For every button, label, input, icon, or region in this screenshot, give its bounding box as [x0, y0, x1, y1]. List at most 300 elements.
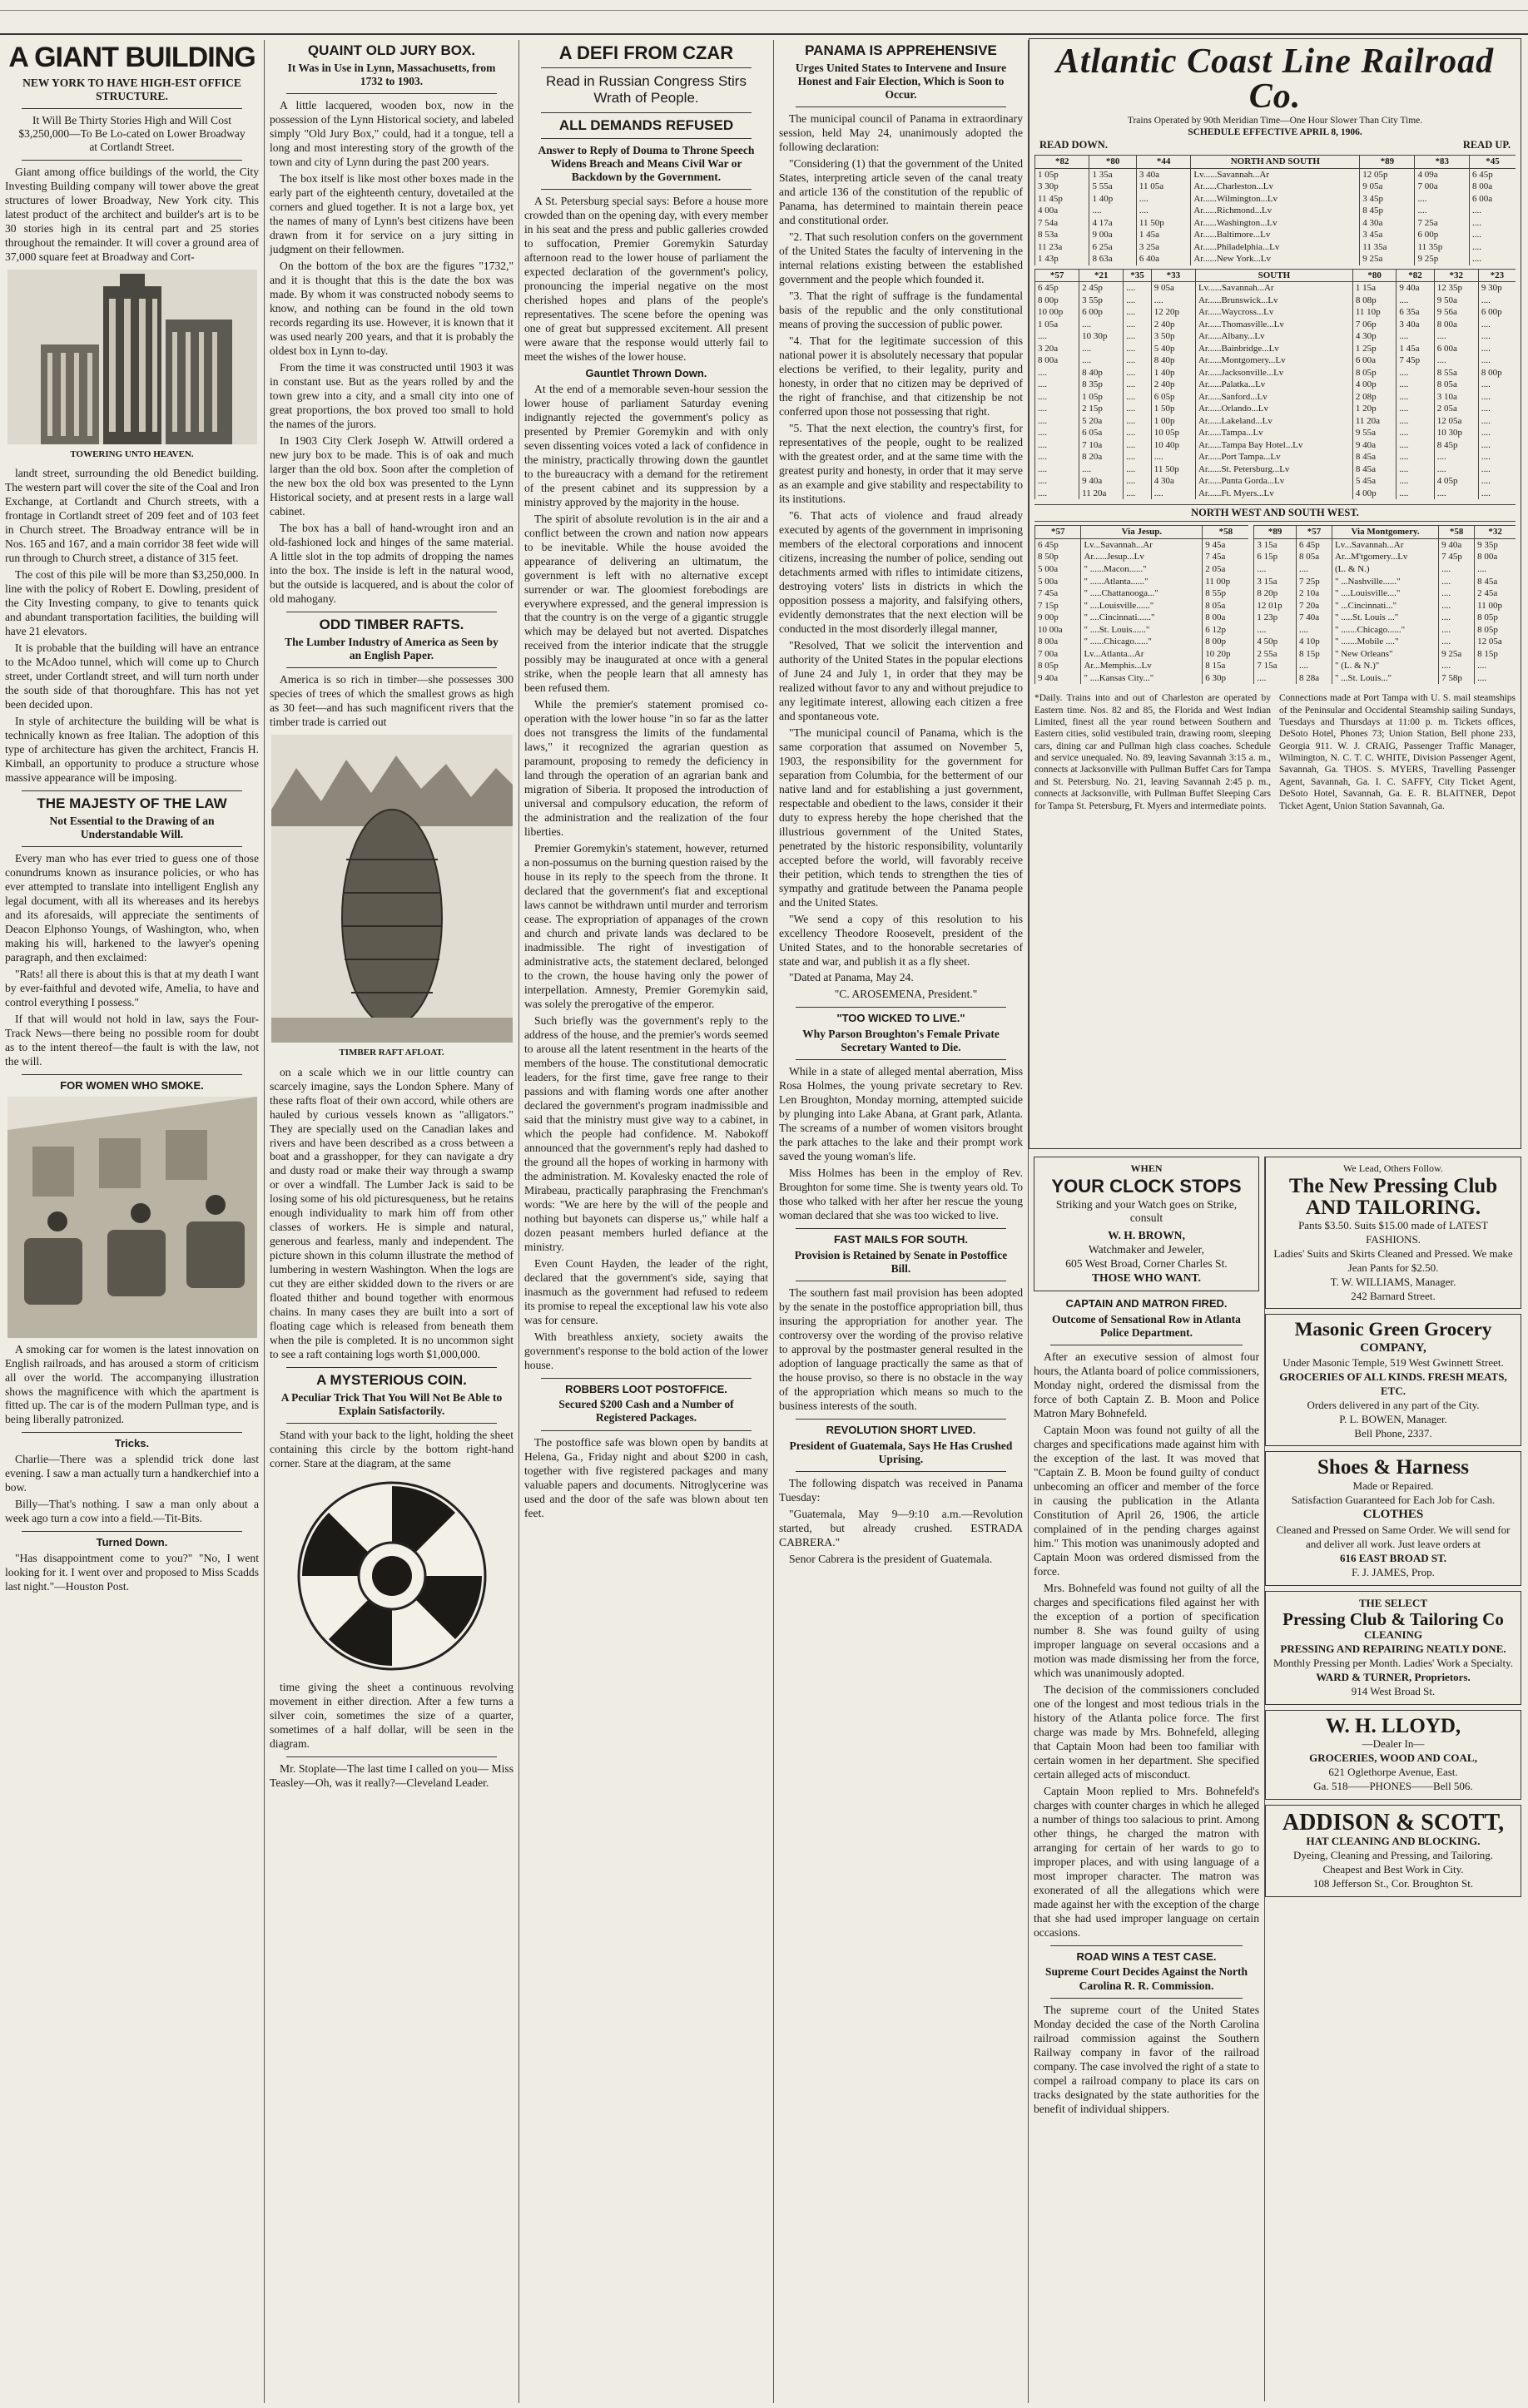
- timetable-cell: 9 40a: [1352, 439, 1397, 452]
- rule: [796, 1419, 1006, 1420]
- timetable-cell: Ar......St. Petersburg...Lv: [1195, 463, 1352, 476]
- timetable-cell: Ar......Tampa Bay Hotel...Lv: [1195, 439, 1352, 452]
- timetable-cell: 9 40a: [1035, 672, 1081, 685]
- timetable-cell: 2 45a: [1475, 587, 1516, 600]
- timetable-cell: ....: [1478, 295, 1516, 307]
- ad-shoes-harness: [1265, 1451, 1521, 1585]
- timetable-row: [1035, 379, 1516, 391]
- timetable-cell: Lv......Savannah...Ar: [1191, 168, 1360, 181]
- paragraph: From the time it was constructed until 1903 it was in constant use. But as the years rolled by and the town grew into a city, and a small city into one of great proportions, the box proved too small to hold the names of the jurors.: [270, 360, 513, 430]
- timetable-cell: " New Orleans": [1332, 648, 1439, 661]
- paragraph: "6. That acts of violence and fraud already executed by agents of the government in imprisoning members of the electoral corporations and innocent citizens, increasing the number of police, sending out detachments armed with rifles to intimidate citizens, destroying voters' lists in districts in which the opposition possess a majority, and falsifying others, evidently demonstrates that the next election will be conducted in the most disorderly illegal manner,: [779, 508, 1023, 635]
- timetable-cell: Ar......Wilmington...Lv: [1191, 193, 1360, 206]
- timetable-cell: 8 50p: [1035, 551, 1081, 563]
- timetable-row: [1035, 427, 1516, 439]
- read-down-label: READ DOWN.: [1039, 139, 1108, 151]
- timetable-row: [1035, 451, 1516, 463]
- timetable-cell: 7 10a: [1079, 439, 1124, 452]
- clock-ad-when: WHEN: [1130, 1162, 1163, 1174]
- deck-fast-mails: Provision is Retained by Senate in Postoffice Bill.: [794, 1248, 1008, 1276]
- timetable-cell: 7 58p: [1439, 672, 1475, 685]
- timetable-cell: ....: [1397, 415, 1434, 428]
- timetable-cell: 8 00a: [1475, 551, 1516, 563]
- timetable-cell: 3 30p: [1035, 181, 1089, 193]
- timetable-cell: 8 53a: [1035, 229, 1089, 241]
- timetable-cell: 5 20a: [1079, 415, 1124, 428]
- timetable-cell: 2 10a: [1296, 587, 1332, 600]
- timetable-row: [1254, 672, 1516, 685]
- timetable-cell: 10 20p: [1203, 648, 1249, 661]
- timetable-cell: " ......Atlanta......": [1081, 576, 1203, 588]
- timetable-cell: ....: [1439, 587, 1475, 600]
- paragraph: At the end of a memorable seven-hour session the lower house of parliament Saturday evening indignantly rejected the government's policy as presented by Premier Goremykin and with only seven dissenting voices voted a lack of confidence in the ministry, practically throwing down the gauntlet to the bureaucracy with a demand for the retirement of the present cabinet and its suppression by a ministry approved by the majority in the house.: [524, 382, 768, 508]
- paragraph: Mr. Stoplate—The last time I called on you— Miss Teasley—Oh, was it really?—Cleveland Leader.: [270, 1762, 513, 1790]
- timetable-cell: 1 50p: [1151, 403, 1195, 415]
- timetable-cell: 8 28a: [1296, 672, 1332, 685]
- timetable-cell: ....: [1439, 624, 1475, 637]
- ad-text: Dyeing, Cleaning and Pressing, and Tailoring.: [1292, 1849, 1494, 1861]
- deck-timber: The Lumber Industry of America as Seen by an English Paper.: [285, 635, 499, 661]
- timetable-cell: ....: [1151, 295, 1195, 307]
- timetable-cell: 9 00a: [1089, 229, 1136, 241]
- timetable-row: [1035, 488, 1516, 500]
- timetable-row: [1035, 551, 1249, 563]
- paragraph: The cost of this pile will be more than $3,250,000. In line with the policy of Robert E. Dowling, president of the City Investing company, to give to tenants quick and abundant transportation facilities, the building will have 21 elevators.: [5, 568, 259, 638]
- paragraph: America is so rich in timber—she possesses 300 species of trees of which the smallest grows as high as 30 feet—and has such magnificent rivers that the timber trade is carried out: [270, 672, 513, 728]
- timetable-cell: 4 17a: [1089, 217, 1136, 230]
- rule: [541, 67, 752, 68]
- timetable-cell: 1 05p: [1079, 391, 1124, 404]
- timetable-cell: 8 05p: [1475, 612, 1516, 624]
- railroad-title: Atlantic Coast Line Railroad Co.: [1055, 42, 1495, 116]
- read-direction-row: [1039, 139, 1511, 151]
- timetable-cell: ....: [1469, 241, 1516, 254]
- timetable-cell: ....: [1397, 295, 1434, 307]
- timetable-cell: " .....Chattanooga...": [1081, 587, 1203, 600]
- paragraph: "4. That for the legitimate succession of this national power it is absolutely necessary that popular elections be verified, to their legality, purity and honesty, in order that no citizen may be deprived of the right of franchise, and that citizenship be not conferred upon those not possessing that right.: [779, 334, 1023, 419]
- deck-czar-3: Answer to Reply of Douma to Throne Speech Widens Breach and Means Civil War or Backdown by the Government.: [538, 143, 755, 184]
- timetable-row: [1035, 229, 1516, 241]
- timetable-cell: 6 30p: [1203, 672, 1249, 685]
- timetable-cell: (L. & N.): [1332, 563, 1439, 576]
- timetable-row: [1035, 181, 1516, 193]
- timetable-cell: Ar......Orlando...Lv: [1195, 403, 1352, 415]
- timetable-cell: ....: [1035, 330, 1079, 343]
- deck-road-wins: Supreme Court Decides Against the North Carolina R. R. Commission.: [1044, 1965, 1248, 1992]
- ad-text: Ga. 518——PHONES——Bell 506.: [1313, 1779, 1473, 1792]
- subhead-gauntlet: Gauntlet Thrown Down.: [585, 367, 707, 380]
- headline-defi-from-czar: A DEFI FROM CZAR: [558, 42, 734, 63]
- ad-text: CLOTHES: [1362, 1508, 1424, 1522]
- caption-towering: TOWERING UNTO HEAVEN.: [70, 448, 194, 459]
- timetable-cell: 1 45a: [1397, 343, 1434, 355]
- rule: [286, 1367, 497, 1368]
- timetable-cell: 8 55p: [1203, 587, 1249, 600]
- via-montgomery-timetable: [1253, 525, 1516, 684]
- timetable-cell: 8 15p: [1475, 648, 1516, 661]
- headline-women-smoke: FOR WOMEN WHO SMOKE.: [60, 1078, 204, 1092]
- timetable-cell: 11 35a: [1360, 241, 1415, 254]
- deck-revolution: President of Guatemala, Says He Has Crushed Uprising.: [789, 1439, 1013, 1465]
- timetable-cell: 6 00a: [1469, 193, 1516, 206]
- timetable-cell: 1 40p: [1151, 367, 1195, 379]
- ad-text: Monthly Pressing per Month. Ladies' Work a Specialty.: [1273, 1657, 1513, 1670]
- headline-timber-rafts: ODD TIMBER RAFTS.: [319, 616, 464, 632]
- timetable-cell: ....: [1124, 391, 1152, 404]
- timetable-cell: ....: [1035, 475, 1079, 488]
- timetable-cell: 8 00a: [1035, 636, 1081, 648]
- timetable-cell: 8 45p: [1360, 205, 1415, 217]
- paragraph: "2. That such resolution confers on the government of the United States the faculty of intervening in the internal relations existing between the established government and the people which founded it.: [779, 230, 1023, 286]
- rule: [796, 1471, 1006, 1472]
- timetable-cell: 6 00p: [1079, 306, 1124, 319]
- timetable-cell: 3 15a: [1254, 576, 1297, 588]
- timetable-cell: 11 20a: [1352, 415, 1397, 428]
- timetable-cell: 7 54a: [1035, 217, 1089, 230]
- paragraph: If that will would not hold in law, says the Four-Track News—there being no possible room for doubt as to the intent thereof—the fault is with the law, not the will.: [5, 1012, 259, 1068]
- timetable-cell: 1 43p: [1035, 253, 1089, 265]
- timetable-cell: 7 45a: [1203, 551, 1249, 563]
- timetable-cell: ....: [1124, 379, 1152, 391]
- timetable-cell: 4 10p: [1296, 636, 1332, 648]
- timetable-cell: 6 00p: [1478, 306, 1516, 319]
- timetable-cell: 1 15a: [1352, 282, 1397, 295]
- timetable-cell: ....: [1124, 319, 1152, 331]
- timetable-cell: ....: [1478, 330, 1516, 343]
- headline-majesty-of-law: THE MAJESTY OF THE LAW: [37, 795, 227, 811]
- timetable-row: [1035, 660, 1249, 672]
- timetable-cell: ....: [1136, 193, 1190, 206]
- timetable-cell: " ....Louisville....": [1332, 587, 1439, 600]
- timetable-cell: ....: [1439, 612, 1475, 624]
- timetable-cell: ....: [1434, 330, 1478, 343]
- timetable-cell: 7 45a: [1035, 587, 1081, 600]
- timetable-cell: Ar......Richmond...Lv: [1191, 205, 1360, 217]
- timetable-cell: ....: [1124, 463, 1152, 476]
- timetable-cell: ....: [1439, 563, 1475, 576]
- headline-captain-matron: CAPTAIN AND MATRON FIRED.: [1065, 1297, 1228, 1311]
- timetable-cell: Ar...Memphis...Lv: [1081, 660, 1203, 672]
- timetable-cell: ....: [1478, 451, 1516, 463]
- clock-ad-address: 605 West Broad, Corner Charles St.: [1065, 1257, 1228, 1271]
- timetable-cell: 1 25p: [1352, 343, 1397, 355]
- paragraph: "We send a copy of this resolution to his excellency Theodore Roosevelt, president of the United States, and to the honorable secretaries of state and war, and publish it as a fly sheet.: [779, 912, 1023, 968]
- timetable-cell: 10 40p: [1151, 439, 1195, 452]
- timetable-header-cell: *35: [1124, 269, 1152, 282]
- rule: [541, 189, 752, 190]
- ad-text: Cleaned and Pressed on Same Order. We will send for and deliver all work. Just leave orders at: [1276, 1523, 1511, 1550]
- paragraph: Stand with your back to the light, holding the sheet containing this circle by the bottom right-hand corner. Stare at the diagram, at the same: [270, 1429, 513, 1470]
- timetable-cell: ....: [1478, 354, 1516, 367]
- timetable-cell: Ar......Punta Gorda...Lv: [1195, 475, 1352, 488]
- timetable-cell: 11 20a: [1079, 488, 1124, 500]
- ad-text: Under Masonic Temple, 519 West Gwinnett Street.: [1282, 1356, 1504, 1370]
- timetable-cell: ....: [1124, 451, 1152, 463]
- railroad-timetable-ad: [1029, 38, 1521, 1149]
- timetable-row: [1035, 463, 1516, 476]
- timetable-header-cell: *80: [1089, 156, 1136, 169]
- timetable-cell: 9 00p: [1035, 612, 1081, 624]
- timetable-row: [1254, 576, 1516, 588]
- timetable-cell: 5 45a: [1352, 475, 1397, 488]
- timetable-cell: 9 25p: [1415, 253, 1469, 265]
- timetable-cell: 8 40p: [1151, 354, 1195, 367]
- timetable-cell: 8 00a: [1203, 612, 1249, 624]
- paragraph: Captain Moon replied to Mrs. Bohnefeld's charges with counter charges in which he alleged a number of things too salacious to print. Among other things, he charged the matron with arranging for certain of her wards to go to improper places, and with using language of a most improper character. The matron was exonerated of all the allegations which were made against her with the exception of the charge that she had used improper language on certain occasions.: [1034, 1784, 1259, 1939]
- paragraph: "Guatemala, May 9—9:10 a.m.—Revolution started, but already crushed. ESTRADA CABRERA.": [779, 1508, 1023, 1549]
- timetable-cell: 6 05p: [1151, 391, 1195, 404]
- timetable-cell: ....: [1397, 367, 1434, 379]
- timetable-cell: 8 45a: [1352, 463, 1397, 476]
- timetable-cell: 8 00a: [1469, 181, 1516, 193]
- timetable-cell: 6 45p: [1035, 282, 1079, 295]
- timetable-cell: 8 35p: [1079, 379, 1124, 391]
- headline-robbers: ROBBERS LOOT POSTOFFICE.: [565, 1382, 727, 1395]
- ad-text: GROCERIES, WOOD AND COAL,: [1309, 1751, 1477, 1765]
- timetable-cell: 9 45a: [1203, 538, 1249, 551]
- timetable-cell: ....: [1124, 343, 1152, 355]
- timetable-cell: 12 20p: [1151, 306, 1195, 319]
- timetable-cell: 3 40a: [1136, 168, 1190, 181]
- timetable-cell: ....: [1151, 488, 1195, 500]
- ad-text: We Lead, Others Follow.: [1343, 1162, 1443, 1174]
- timetable-cell: ....: [1089, 205, 1136, 217]
- paragraph: The following dispatch was received in Panama Tuesday:: [779, 1477, 1023, 1504]
- headline-revolution: REVOLUTION SHORT LIVED.: [826, 1424, 976, 1437]
- ad-text: Pants $3.50. Suits $15.00 made of LATEST FASHIONS.: [1298, 1219, 1488, 1246]
- rule: [286, 93, 497, 94]
- timetable-cell: ....: [1439, 636, 1475, 648]
- ad-title: Masonic Green Grocery: [1294, 1319, 1492, 1340]
- timetable-cell: Ar......Montgomery...Lv: [1195, 354, 1352, 367]
- timetable-header-cell: *57: [1035, 526, 1081, 539]
- ad-title: Shoes & Harness: [1317, 1456, 1469, 1479]
- paragraph: "Dated at Panama, May 24.: [789, 971, 914, 984]
- timetable-cell: 7 25p: [1296, 576, 1332, 588]
- timetable-cell: 4 00a: [1035, 205, 1089, 217]
- deck-too-wicked: Why Parson Broughton's Female Private Secretary Wanted to Die.: [802, 1028, 1000, 1054]
- timetable-cell: 9 05a: [1151, 282, 1195, 295]
- paragraph: Captain Moon was found not guilty of all the charges and specifications made against him with the exception of the last. It was moved that "Captain Z. B. Moon be found guilty of conduct unbecoming an officer and member of the force in causing the publication in the Atlanta Constitution of April 26, 1906, the article complained of in the pending charges against him." This motion was unanimously adopted and Captain Moon was ordered dismissed from the force.: [1034, 1424, 1259, 1578]
- paragraph: "Rats! all there is about this is that at my death I want by ever-faithful and devoted wife, Amelia, to have and control everything I possess.": [5, 968, 259, 1008]
- timetable-header-cell: *83: [1415, 156, 1469, 169]
- timetable-header-cell: *44: [1136, 156, 1190, 169]
- timetable-cell: ....: [1478, 319, 1516, 331]
- timetable-cell: 12 01p: [1254, 600, 1297, 612]
- timetable-cell: 9 56a: [1434, 306, 1478, 319]
- timetable-cell: 9 25a: [1360, 253, 1415, 265]
- paragraph: The decision of the commissioners concluded one of the longest and most tedious trials in the history of the Atlanta police force. The first charge was made by Mrs. Bohnefeld, alleging that Captain Moon had been too familiar with certain women in her department. She specified certain alleged acts of misconduct.: [1034, 1683, 1259, 1781]
- paragraph: Every man who has ever tried to guess one of those conundrums known as insurance policies, or who has ever attempted to translate into intelligent English any legal document, with all its whereases and its herebys and its aforesaids, will appreciate the sentiments of Deacon Elphonso Youngs, of Washington, who, when making his will, harkened to the lawyer's opening paragraph, and then exclaimed:: [5, 852, 259, 964]
- rule: [22, 1432, 242, 1433]
- timetable-cell: 6 45p: [1035, 538, 1081, 551]
- timetable-cell: 2 08p: [1352, 391, 1397, 404]
- timetable-cell: 8 45a: [1475, 576, 1516, 588]
- timetable-cell: 1 40p: [1089, 193, 1136, 206]
- timetable-cell: ....: [1296, 624, 1332, 637]
- timetable-cell: 7 40a: [1296, 612, 1332, 624]
- timetable-header-cell: *32: [1434, 269, 1478, 282]
- timetable-cell: 9 05a: [1360, 181, 1415, 193]
- timetable-cell: ....: [1035, 379, 1079, 391]
- paragraph: "3. That the right of suffrage is the fundamental basis of the republic and the only constitutional means of proving the succession of public power.: [779, 290, 1023, 331]
- timetable-cell: ....: [1035, 439, 1079, 452]
- timetable-row: [1035, 648, 1249, 661]
- timetable-cell: ....: [1035, 403, 1079, 415]
- timetable-header-cell: *23: [1478, 269, 1516, 282]
- ad-title: The New Pressing Club AND TAILORING.: [1288, 1174, 1498, 1219]
- fold-line: [0, 10, 1528, 11]
- south-timetable: [1034, 269, 1516, 500]
- timetable-cell: " ...Cincinnati...": [1332, 600, 1439, 612]
- timetable-cell: 8 15p: [1296, 648, 1332, 661]
- timetable-header-cell: *82: [1035, 156, 1089, 169]
- timetable-cell: 12 35p: [1434, 282, 1478, 295]
- timetable-cell: ....: [1035, 463, 1079, 476]
- timetable-cell: 1 23p: [1254, 612, 1297, 624]
- timetable-cell: 9 25a: [1439, 648, 1475, 661]
- timetable-cell: ....: [1124, 427, 1152, 439]
- timetable-cell: 7 20a: [1296, 600, 1332, 612]
- timetable-header-cell: NORTH AND SOUTH: [1191, 156, 1360, 169]
- column-1: [0, 40, 265, 2403]
- timetable-cell: 2 05a: [1203, 563, 1249, 576]
- timetable-cell: ....: [1124, 354, 1152, 367]
- timetable-cell: ....: [1415, 205, 1469, 217]
- timetable-cell: 7 45p: [1397, 354, 1434, 367]
- paragraph: The supreme court of the United States Monday decided the case of the North Carolina railroad commission against the Southern Railway company in favor of the railroad company. The case involved the right of a state to compel a railroad company to place its cars on tracks designated by the state authorities for the benefit of individual shippers.: [1034, 2003, 1259, 2115]
- timetable-header-cell: *58: [1439, 526, 1475, 539]
- timetable-cell: 6 00p: [1415, 229, 1469, 241]
- timetable-cell: 8 20a: [1079, 451, 1124, 463]
- railroad-note-right: Connections made at Port Tampa with U. S. mail steamships of the Peninsular and Occidental Steamship sailing Sundays, Tuesdays and Thursdays at 11:00 p. m. Tickets offices, DeSoto Hotel, Phones 73; Union Station, Bell phone 233, Georgia 911. W. J. CRAIG, Passenger Traffic Manager, Wilmington, N. C. T. C. WHITE, Division Passenger Agent, Savannah, Ga. THOS. S. MYERS, Travelling Passenger Agent, Savannah, Ga. I. C. SAFFY, City Ticket Agent, DeSoto Hotel, Savannah, Ga. E. R. BLAITNER, Depot Ticket Agent, Union Station Savannah, Ga.: [1279, 693, 1516, 811]
- ad-text: Made or Repaired.: [1352, 1479, 1434, 1492]
- timetable-cell: 6 45p: [1296, 538, 1332, 551]
- timetable-cell: Lv...Atlanta...Ar: [1081, 648, 1203, 661]
- timetable-cell: 8 63a: [1089, 253, 1136, 265]
- timetable-cell: ....: [1439, 576, 1475, 588]
- timetable-cell: ....: [1397, 427, 1434, 439]
- signature: "C. AROSEMENA, President.": [834, 988, 978, 1001]
- paragraph: Charlie—There was a splendid trick done last evening. I saw a man actually turn a handkerchief into a bow.: [5, 1453, 259, 1494]
- timetable-cell: 1 20p: [1352, 403, 1397, 415]
- timetable-row: [1254, 587, 1516, 600]
- timetable-cell: 7 06p: [1352, 319, 1397, 331]
- timetable-cell: 8 55a: [1434, 367, 1478, 379]
- timetable-cell: 7 15a: [1254, 660, 1297, 672]
- timetable-cell: 5 00a: [1035, 563, 1081, 576]
- column-5: [1029, 1157, 1265, 2401]
- timetable-cell: ....: [1434, 463, 1478, 476]
- paragraph: Billy—That's nothing. I saw a man only about a week ago turn a cow into a field.—Tit-Bits.: [5, 1498, 259, 1525]
- timetable-cell: 4 00p: [1352, 488, 1397, 500]
- headline-tricks: Tricks.: [114, 1437, 150, 1450]
- timetable-cell: ....: [1035, 427, 1079, 439]
- paragraph: A St. Petersburg special says: Before a house more crowded than on the opening day, with every member in his seat and the press and public galleries crowded to suffocation, Premier Goremykin Saturday afternoon read to the lower house of parliament the expected declaration of the government's policy, pronouncing the imperial negative on the most cherished hopes and plans of the people's representatives. The scene before the opening was one of great but suppressed excitement. All present were aware that the response would utterly fail to meet the wishes of the lower house.: [524, 195, 768, 364]
- timetable-cell: 8 05a: [1296, 551, 1332, 563]
- timetable-cell: ....: [1296, 660, 1332, 672]
- timetable-cell: 8 05p: [1352, 367, 1397, 379]
- timetable-cell: " ...St. Louis...": [1332, 672, 1439, 685]
- ad-text: WARD & TURNER, Proprietors.: [1316, 1671, 1471, 1684]
- timetable-cell: 8 40p: [1079, 367, 1124, 379]
- timetable-cell: 3 50p: [1151, 330, 1195, 343]
- timetable-row: [1254, 612, 1516, 624]
- timetable-cell: 2 45p: [1079, 282, 1124, 295]
- timetable-cell: Lv...Savannah...Ar: [1332, 538, 1439, 551]
- ad-text: 242 Barnard Street.: [1351, 1289, 1436, 1302]
- rule: [541, 138, 752, 139]
- timetable-cell: 4 00p: [1352, 379, 1397, 391]
- timetable-cell: 11 05a: [1136, 181, 1190, 193]
- timetable-header-cell: *21: [1079, 269, 1124, 282]
- ad-text: COMPANY,: [1360, 1340, 1426, 1355]
- coin-diagram: [292, 1476, 492, 1676]
- rule: [1050, 1945, 1243, 1946]
- timetable-header-cell: *45: [1469, 156, 1516, 169]
- timetable-cell: ....: [1035, 415, 1079, 428]
- timetable-cell: 3 45p: [1360, 193, 1415, 206]
- timetable-header-cell: *57: [1035, 269, 1079, 282]
- timetable-cell: ....: [1478, 379, 1516, 391]
- ad-masonic-grocery: [1265, 1314, 1521, 1446]
- timetable-cell: ....: [1469, 205, 1516, 217]
- timetable-cell: 3 20a: [1035, 343, 1079, 355]
- timetable-row: [1035, 282, 1516, 295]
- timetable-row: [1254, 660, 1516, 672]
- timetable-row: [1035, 193, 1516, 206]
- paragraph: A little lacquered, wooden box, now in the possession of the Lynn Historical society, and labeled simply "Old Jury Box," could, had it a tongue, tell a long and most interesting story of the growth of the town and city of Lynn during the past 200 years.: [270, 99, 513, 169]
- timetable-row: [1035, 391, 1516, 404]
- deck-giant-building-1: NEW YORK TO HAVE HIGH-EST OFFICE STRUCTURE.: [22, 76, 241, 102]
- timetable-cell: 8 00a: [1035, 354, 1079, 367]
- skyscraper-illustration: [7, 270, 257, 444]
- timetable-cell: ....: [1124, 306, 1152, 319]
- timetable-cell: 6 15p: [1254, 551, 1297, 563]
- timetable-cell: ....: [1397, 439, 1434, 452]
- railroad-notes: [1034, 692, 1516, 812]
- timetable-row: [1035, 624, 1249, 637]
- timetable-cell: Lv......Savannah...Ar: [1195, 282, 1352, 295]
- timetable-cell: ....: [1124, 330, 1152, 343]
- deck-czar-2: ALL DEMANDS REFUSED: [558, 116, 734, 133]
- headline-jury-box: QUAINT OLD JURY BOX.: [307, 42, 476, 58]
- timetable-cell: 12 05a: [1434, 415, 1478, 428]
- timetable-cell: 1 45a: [1136, 229, 1190, 241]
- ad-text: HAT CLEANING AND BLOCKING.: [1306, 1835, 1481, 1848]
- ad-title: Pressing Club & Tailoring Co: [1282, 1609, 1504, 1630]
- timetable-cell: 5 40p: [1151, 343, 1195, 355]
- timetable-row: [1254, 624, 1516, 637]
- clock-ad-title: YOUR CLOCK STOPS: [1051, 1176, 1242, 1197]
- ad-text: Bell Phone, 2337.: [1354, 1426, 1432, 1439]
- paragraph: In style of architecture the building will be what is technically known as free Italian. The adoption of this type of architecture has given the architect, Francis H. Kimball, an opportunity to produce a structure whose massive appearance will be imposing.: [5, 715, 259, 784]
- ad-text: F. J. JAMES, Prop.: [1352, 1565, 1435, 1578]
- timetable-cell: 8 05p: [1475, 624, 1516, 637]
- paragraph: on a scale which we in our little country can scarcely imagine, says the London Sphere. Many of these rafts float of their own accord, while others are hauled by curious vessels known as "alligators." They are specially used on the Canadian lakes and rivers and have been described as a cross between a boat and a grasshopper, for they can navigate a dry and dusty road or make their way through a swamp or over a windfall. The Lumber Jack is said to be losing some of his old picturesqueness, but he retains enough individuality to mark him off from other classes of workers. He is simple and natural, generous and fearless, manly and independent. The picture shown in this column illustrate the method of lumbering in western Washington. When the logs are cut they are either skidded down to the rivers or are floated thither and bound together with enormous chains. In many cases they are built into a sort of floating cage which is released from beneath them when the pile is completed. It is no uncommon sight to see a raft containing logs worth $1,000,000.: [270, 1065, 513, 1361]
- timetable-row: [1035, 636, 1249, 648]
- timetable-row: [1035, 475, 1516, 488]
- paragraph: A smoking car for women is the latest innovation on English railroads, and has aroused a storm of criticism all over the world. The accompanying illustration shows the magnificence with which the apartment is fitted up. The car is of the modern Pullman type, and is being liberally patronized.: [5, 1342, 259, 1426]
- timetable-row: [1035, 306, 1516, 319]
- timetable-cell: Ar......Charleston...Lv: [1191, 181, 1360, 193]
- timetable-cell: Ar......Thomasville...Lv: [1195, 319, 1352, 331]
- northwest-tables: [1034, 522, 1516, 684]
- timetable-cell: ....: [1035, 451, 1079, 463]
- timetable-cell: ....: [1124, 367, 1152, 379]
- deck-coin: A Peculiar Trick That You Will Not Be Able to Explain Satisfactorily.: [280, 1391, 503, 1418]
- timetable-cell: " .....St. Louis ...": [1332, 612, 1439, 624]
